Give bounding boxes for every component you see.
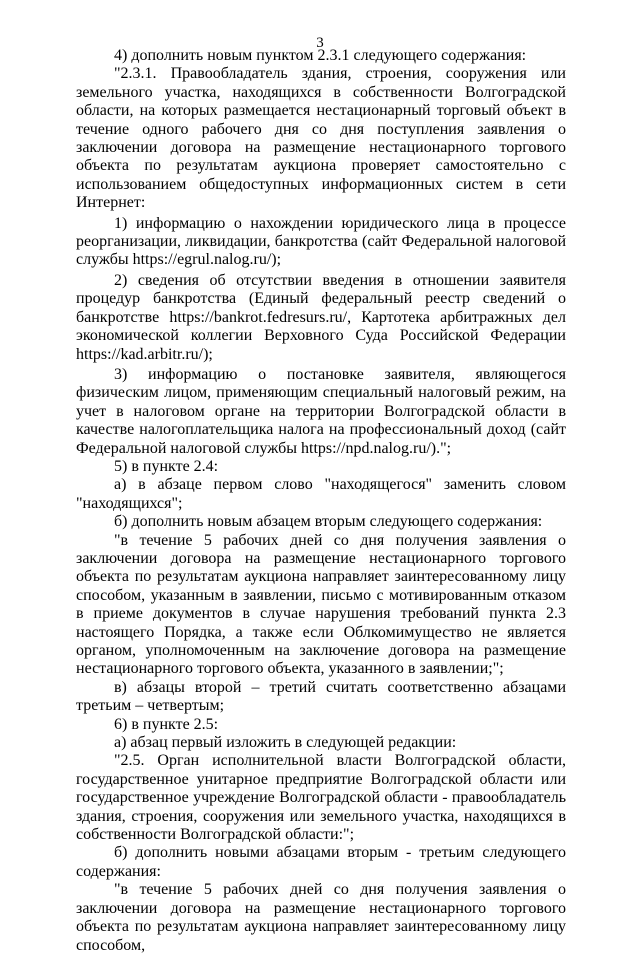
paragraph-clause-2-5: "2.5. Орган исполнительной власти Волгоградской области, государственное унитарное предприятие Волгоградской области или государственное учреждение Волгоградской области - правообладатель здания, строения, сооружения или земельного участка, находящихся в собственности Волгоградской области:"; xyxy=(76,752,566,844)
paragraph-item-4: 4) дополнить новым пунктом 2.3.1 следующего содержания: xyxy=(114,47,527,64)
paragraph-quote-5-days-second: "в течение 5 рабочих дней со дня получения заявления о заключении договора на размещение нестационарного торгового объекта по результатам аукциона направляет заинтересованному лицу способом, xyxy=(76,881,566,954)
paragraph-item-6: 6) в пункте 2.5: xyxy=(114,715,219,733)
document-body xyxy=(76,47,566,955)
paragraph-clause-2-3-1: "2.3.1. Правообладатель здания, строения, сооружения или земельного участка, находящихся в собственности Волгоградской области, на которых размещается нестационарный торговый объект в течение одного рабочего дня со дня поступления заявления о заключении договора на размещение нестационарного торгового объекта по результатам аукциона проверяет самостоятельно с использованием общедоступных информационных систем в сети Интернет: xyxy=(76,65,566,212)
paragraph-item-5-a: а) в абзаце первом слово "находящегося" заменить словом "находящихся"; xyxy=(76,476,566,512)
paragraph-item-6-b: б) дополнить новыми абзацами вторым - третьим следующего содержания: xyxy=(76,844,566,880)
paragraph-subitem-1: 1) информацию о нахождении юридического лица в процессе реорганизации, ликвидации, банкротства (сайт Федеральной налоговой службы https://egrul.nalog.ru/); xyxy=(76,214,566,269)
paragraph-subitem-2: 2) сведения об отсутствии введения в отношении заявителя процедур банкротства (Единый федеральный реестр сведений о банкротстве https://bankrot.fedresurs.ru/, Картотека арбитражных дел экономической коллегии Верховного Суда Российской Федерации https://kad.arbitr.ru/); xyxy=(76,271,566,363)
paragraph-item-5: 5) в пункте 2.4: xyxy=(114,457,219,475)
paragraph-item-5-b: б) дополнить новым абзацем вторым следующего содержания: xyxy=(114,513,543,531)
paragraph-item-6-a: а) абзац первый изложить в следующей редакции: xyxy=(114,734,457,752)
page-number: 3 xyxy=(316,35,324,51)
paragraph-quote-5-days: "в течение 5 рабочих дней со дня получения заявления о заключении договора на размещение нестационарного торгового объекта по результатам аукциона направляет заинтересованному лицу способом, указанным в заявлении, письмо с мотивированным отказом в приеме документов в случае нарушения требований пункта 2.3 настоящего Порядка, а также если Облкомимущество не является органом, уполномоченным на заключение договора на размещение нестационарного торгового объекта, указанного в заявлении;"; xyxy=(76,531,566,678)
paragraph-item-5-v: в) абзацы второй – третий считать соответственно абзацами третьим – четвертым; xyxy=(76,678,566,715)
paragraph-subitem-3: 3) информацию о постановке заявителя, являющегося физическим лицом, применяющим специальный налоговый режим, на учет в налоговом органе на территории Волгоградской области в качестве налогоплательщика налога на профессиональный доход (сайт Федеральной налоговой службы https://npd.nalog.ru/)."; xyxy=(76,365,566,457)
